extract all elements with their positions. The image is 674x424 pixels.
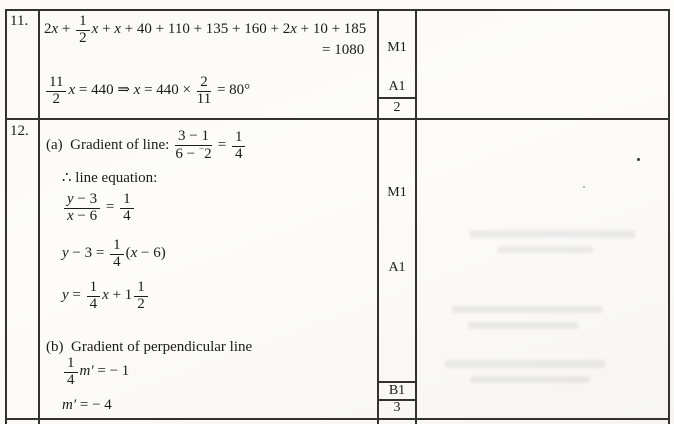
marks-column-right-divider [415,9,417,424]
q12a-point-slope: y − 3 = $\frac{1}{4}$ ( x − 6) [62,236,166,270]
q11-result-text: = 1080 [322,42,365,59]
question-column-divider [38,9,40,424]
ink-bleedthrough [470,376,590,383]
q12b-equation-2: m′ = − 4 [62,397,112,414]
q12a-therefore-line: ∴ line equation: [62,170,158,187]
q11-mark-a1: A1 [388,79,406,94]
scan-speck [583,186,585,188]
q12-mark-b1: B1 [388,383,406,398]
marks-column-left-divider [377,9,379,424]
q11-mark-m1: M1 [387,40,407,55]
table-top-border [5,9,670,11]
q12b-equation-1: $\frac{1}{4}$ m′ = − 1 [62,353,129,391]
q12-mark-m1: M1 [387,185,407,200]
q12a-final-equation: y = $\frac{1}{4}$ x + 1 $\frac{1}{2}$ [62,278,150,314]
ink-bleedthrough [452,306,602,313]
q11-working-line-1: 2 x + $\frac{1}{2}$ x + x + 40 + 110 + 135 + 160 + 2 x + 10 + 185 [44,12,367,46]
q12a-gradient-line: (a) Gradient of line: $\frac{3 - 1}{6 - ^-2}$ = $\frac{1}{4}$ [46,127,247,165]
ink-bleedthrough [445,360,605,368]
q11-total-cell-divider [377,97,417,99]
q12-mark-total: 3 [393,400,401,415]
table-right-border [668,9,670,424]
row-divider-q11-q12 [5,118,670,120]
q11-working-line-2: $\frac{11}{2}$ x = 440 ⇒ x = 440 × $\frac{2}{11}$ = 80° [44,72,250,110]
q12a-equation-frac: $\frac{y - 3}{x - 6}$ = $\frac{1}{4}$ [62,187,136,229]
ink-bleedthrough [470,230,635,238]
row-divider-q12-bottom [5,418,670,420]
q12b-heading: (b) Gradient of perpendicular line [46,339,253,356]
question-number-12: 12. [10,123,29,139]
ink-bleedthrough [468,322,578,329]
q12-mark-a1: A1 [388,260,406,275]
question-number-11: 11. [10,13,29,29]
ink-bleedthrough [498,246,593,253]
q11-mark-total: 2 [393,100,401,115]
table-left-border [5,9,7,424]
q11-working-result [322,42,364,60]
scan-speck [637,158,640,161]
